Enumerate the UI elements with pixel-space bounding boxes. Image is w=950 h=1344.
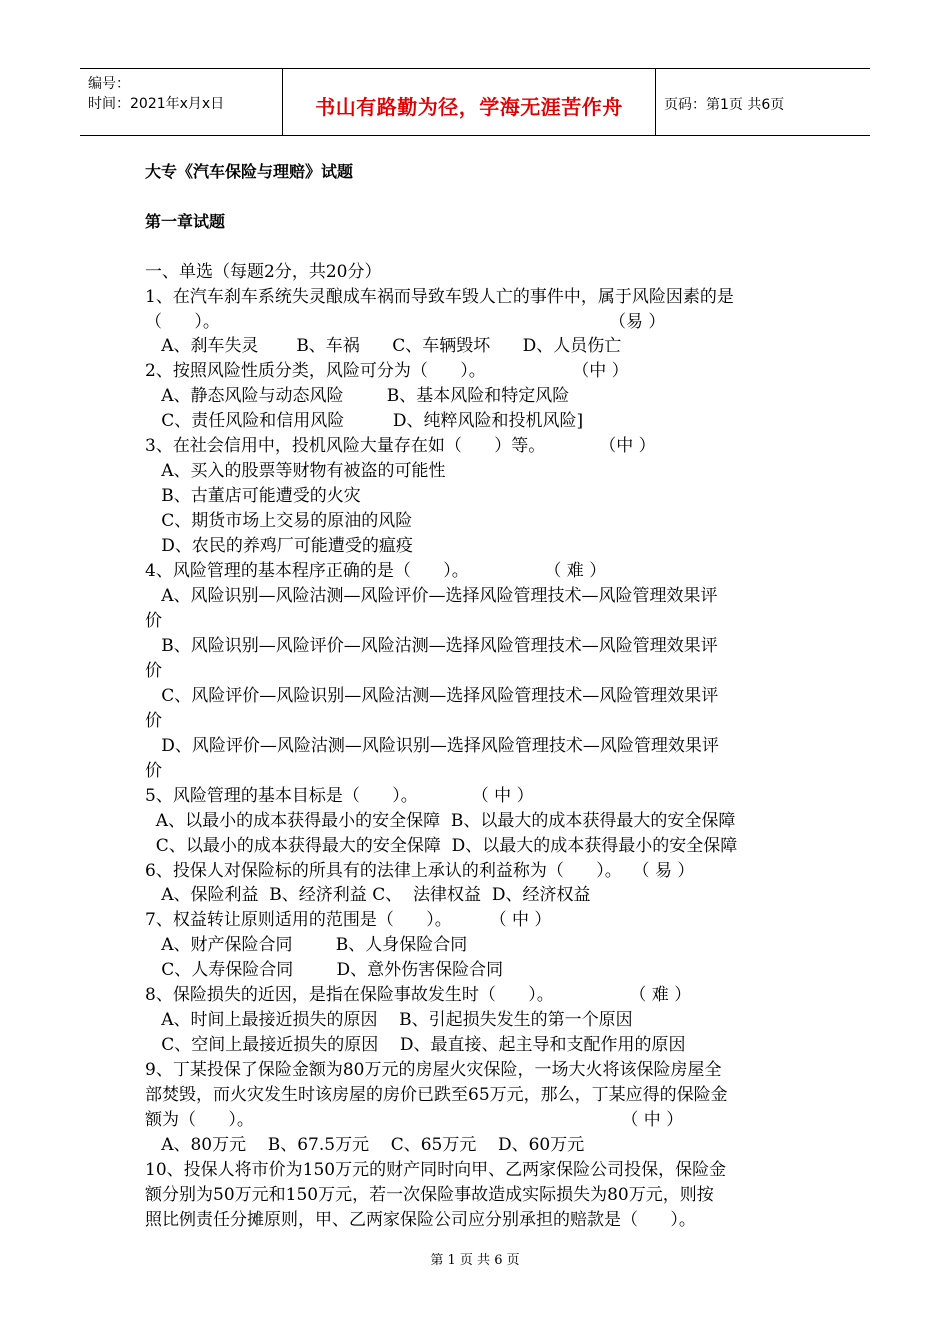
text-line: 8、保险损失的近因，是指在保险事故发生时（ ）。 （ 难 ）: [145, 985, 692, 1005]
header-page-cell: [656, 69, 870, 135]
text-line: （ ）。 （易 ）: [145, 312, 666, 332]
text-line: 3、在社会信用中，投机风险大量存在如（ ）等。 （中 ）: [145, 436, 656, 456]
text-line: A、静态风险与动态风险 B、基本风险和特定风险: [145, 386, 570, 406]
text-line: 一、单选（每题2分，共20分）: [145, 262, 382, 282]
text-line: 1、在汽车刹车系统失灵酿成车祸而导致车毁人亡的事件中，属于风险因素的是: [145, 287, 734, 307]
text-line: 价: [145, 611, 162, 631]
text-line: A、风险识别—风险沽测—风险评价—选择风险管理技术—风险管理效果评: [145, 586, 718, 606]
page-header: [80, 68, 870, 136]
text-line: A、保险利益 B、经济利益 C、 法律权益 D、经济权益: [145, 885, 591, 905]
text-line: A、以最小的成本获得最小的安全保障 B、以最大的成本获得最大的安全保障: [145, 811, 736, 831]
doc-title: 大专《汽车保险与理赔》试题: [145, 162, 354, 181]
text-line: B、古董店可能遭受的火灾: [145, 486, 361, 506]
chapter-title: 第一章试题: [145, 212, 226, 231]
text-line: D、农民的养鸡厂可能遭受的瘟疫: [145, 536, 413, 556]
text-line: C、以最小的成本获得最大的安全保障 D、以最大的成本获得最小的安全保障: [145, 836, 738, 856]
header-meta: [80, 69, 283, 135]
page-footer: 第 1 页 共 6 页: [430, 1253, 520, 1268]
text-line: A、80万元 B、67.5万元 C、65万元 D、60万元: [145, 1135, 585, 1155]
text-line: 10、投保人将市价为150万元的财产同时向甲、乙两家保险公司投保，保险金: [145, 1160, 727, 1180]
text-line: A、刹车失灵 B、车祸 C、车辆毁坏 D、人员伤亡: [145, 336, 622, 356]
text-line: A、时间上最接近损失的原因 B、引起损失发生的第一个原因: [145, 1010, 633, 1030]
serial-label: 编号：: [88, 76, 130, 92]
text-line: A、财产保险合同 B、人身保险合同: [145, 935, 468, 955]
text-line: 价: [145, 661, 162, 681]
text-line: D、风险评价—风险沽测—风险识别—选择风险管理技术—风险管理效果评: [145, 736, 719, 756]
text-line: 9、丁某投保了保险金额为80万元的房屋火灾保险，一场大火将该保险房屋全: [145, 1060, 722, 1080]
text-line: B、风险识别—风险评价—风险沽测—选择风险管理技术—风险管理效果评: [145, 636, 718, 656]
text-line: 价: [145, 711, 162, 731]
text-line: 价: [145, 761, 162, 781]
text-line: 4、风险管理的基本程序正确的是（ ）。 （ 难 ）: [145, 561, 607, 581]
text-line: C、人寿保险合同 D、意外伤害保险合同: [145, 960, 504, 980]
text-line: 2、按照风险性质分类，风险可分为（ ）。 （中 ）: [145, 361, 629, 381]
date-label: 时间：2021年x月x日: [88, 96, 225, 112]
text-line: 部焚毁，而火灾发生时该房屋的房价已跌至65万元，那么，丁某应得的保险金: [145, 1085, 728, 1105]
text-line: A、买入的股票等财物有被盗的可能性: [145, 461, 446, 481]
text-line: 6、投保人对保险标的所具有的法律上承认的利益称为（ ）。 （ 易 ）: [145, 861, 695, 881]
text-line: C、风险评价—风险识别—风险沽测—选择风险管理技术—风险管理效果评: [145, 686, 719, 706]
text-line: 5、风险管理的基本目标是（ ）。 （ 中 ）: [145, 786, 534, 806]
text-line: 照比例责任分摊原则，甲、乙两家保险公司应分别承担的赔款是（ ）。: [145, 1210, 696, 1230]
page-label: 页码：第1页 共6页: [664, 97, 785, 113]
header-motto-cell: [283, 69, 656, 135]
text-line: 额分别为50万元和150万元，若一次保险事故造成实际损失为80万元，则按: [145, 1185, 714, 1205]
text-line: C、空间上最接近损失的原因 D、最直接、起主导和支配作用的原因: [145, 1035, 686, 1055]
text-line: C、责任风险和信用风险 D、纯粹风险和投机风险]: [145, 411, 584, 431]
text-line: 额为（ ）。 （ 中 ）: [145, 1110, 684, 1130]
text-line: C、期货市场上交易的原油的风险: [145, 511, 413, 531]
header-motto: 书山有路勤为径，学海无涯苦作舟: [315, 95, 623, 119]
text-line: 7、权益转让原则适用的范围是（ ）。 （ 中 ）: [145, 910, 552, 930]
